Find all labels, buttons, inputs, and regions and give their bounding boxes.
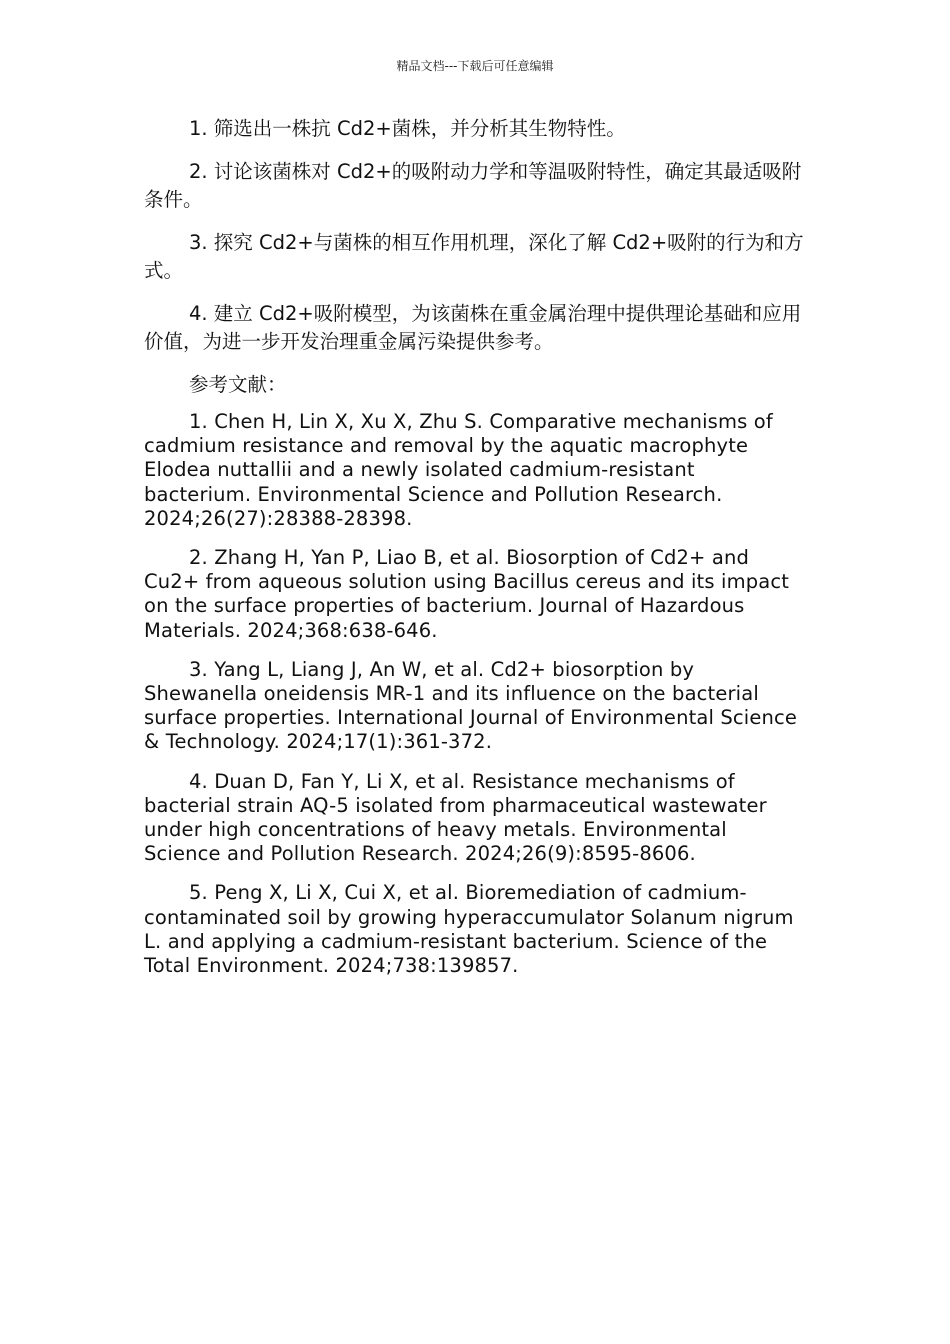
reference-item-2: 2. Zhang H, Yan P, Liao B, et al. Biosorption of Cd2+ and Cu2+ from aqueous solution using Bacillus cereus and its impact on the surface properties of bacterium. Journal of Hazardous Materials. 2024;368:638-646.	[144, 546, 790, 642]
page-header: 精品文档---下载后可任意编辑	[396, 59, 554, 73]
reference-item-4: 4. Duan D, Fan Y, Li X, et al. Resistance mechanisms of bacterial strain AQ-5 isolated from pharmaceutical wastewater under high concentrations of heavy metals. Environmental Science and Pollution Research. 2024;26(9):8595-8606.	[144, 769, 767, 866]
reference-item-1: 1. Chen H, Lin X, Xu X, Zhu S. Comparative mechanisms of cadmium resistance and removal by the aquatic macrophyte Elodea nuttallii and a newly isolated cadmium-resistant bacterium. Environmental Science and Pollution Research. 2024;26(27):28388-28398.	[144, 410, 773, 530]
reference-item-3: 3. Yang L, Liang J, An W, et al. Cd2+ biosorption by Shewanella oneidensis MR-1 and its influence on the bacterial surface properties. International Journal of Environmental Science & Technology. 2024;17(1):361-372.	[144, 657, 798, 754]
document-body	[144, 115, 806, 993]
objective-item-4: 4. 建立 Cd2+吸附模型，为该菌株在重金属治理中提供理论基础和应用价值，为进一步开发治理重金属污染提供参考。	[144, 302, 802, 353]
objective-item-1: 1. 筛选出一株抗 Cd2+菌株，并分析其生物特性。	[189, 117, 626, 140]
references-heading: 参考文献：	[189, 373, 287, 396]
objective-item-2: 2. 讨论该菌株对 Cd2+的吸附动力学和等温吸附特性，确定其最适吸附条件。	[144, 160, 802, 211]
reference-item-5: 5. Peng X, Li X, Cui X, et al. Bioremediation of cadmium-contaminated soil by growing hyperaccumulator Solanum nigrum L. and applying a cadmium-resistant bacterium. Science of the Total Environment. 2024;738:139857.	[144, 881, 794, 978]
objective-item-3: 3. 探究 Cd2+与菌株的相互作用机理，深化了解 Cd2+吸附的行为和方式。	[144, 231, 804, 282]
